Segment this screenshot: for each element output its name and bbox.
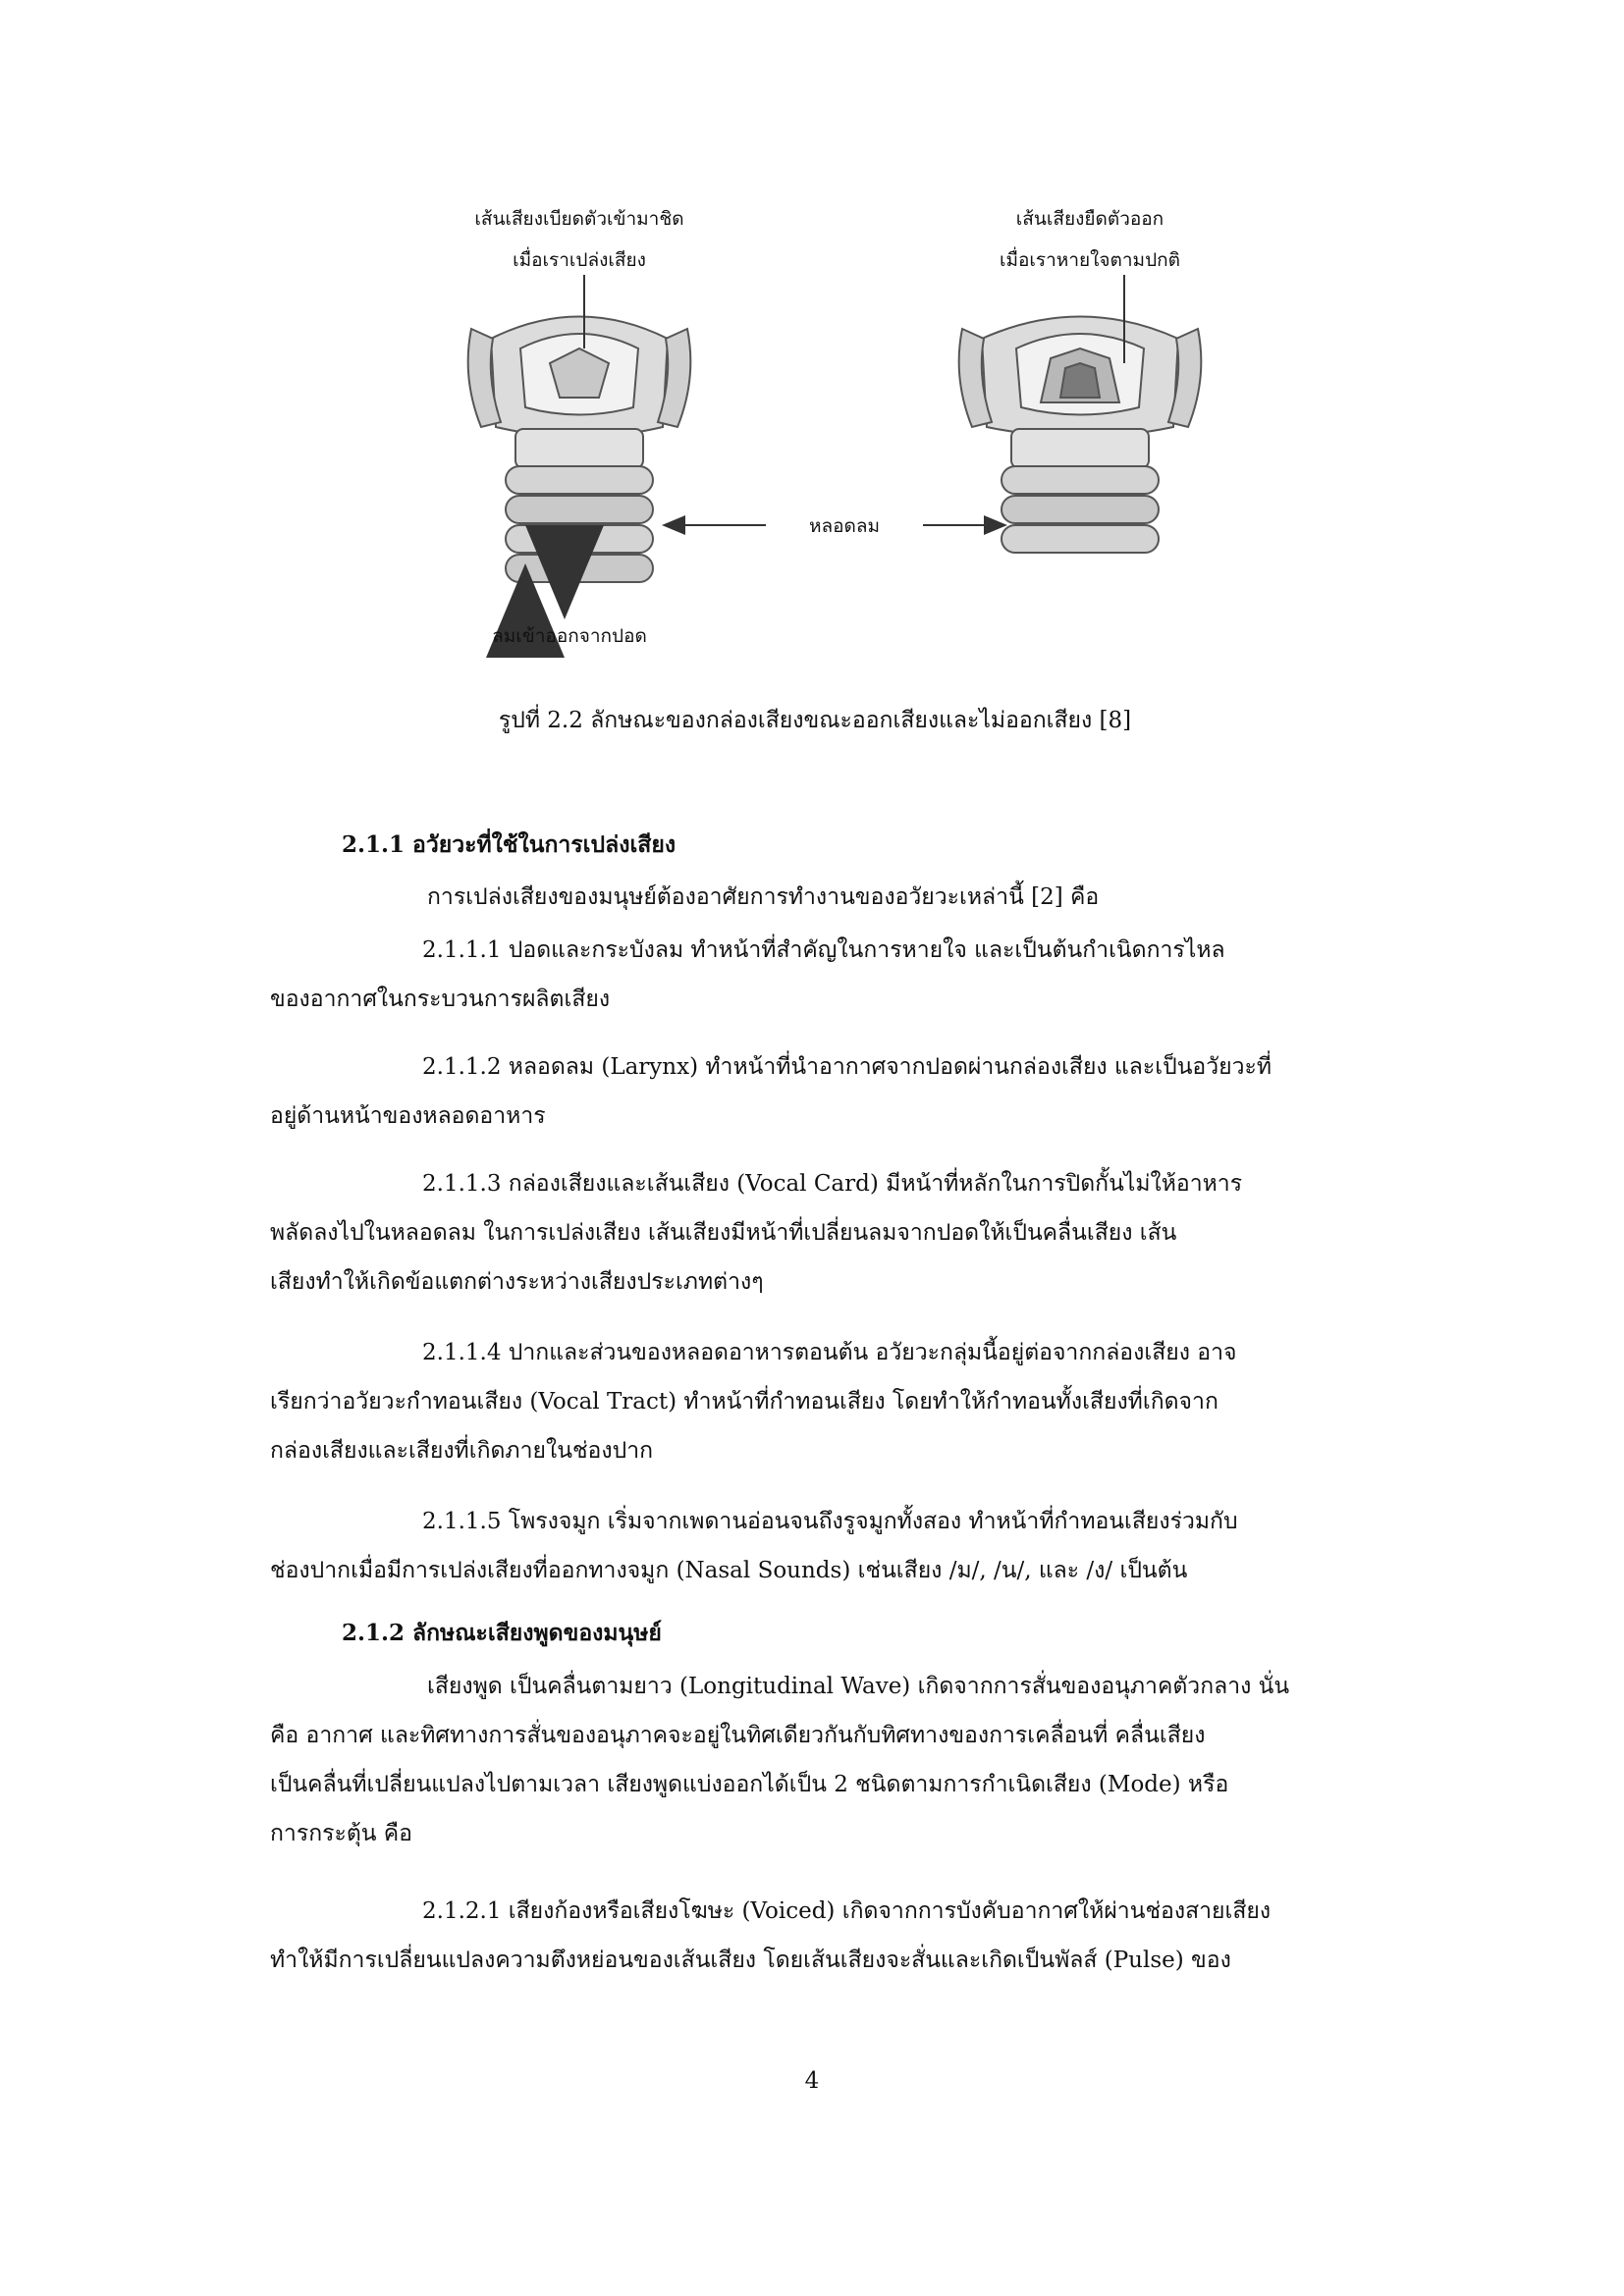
para-line-3: เป็นคลื่นที่เปลี่ยนแปลงไปตามเวลา เสียงพูดแบ่งออกได้เป็น 2 ชนิดตามการกำเนิดเสียง (Mode) หรือ xyxy=(270,1772,1229,1797)
section-2-1-1-intro xyxy=(270,878,1419,917)
figure-label-trachea: หลอดลม xyxy=(808,515,881,537)
item-line-1: 2.1.1.3 กล่องเสียงและเส้นเสียง (Vocal Card) มีหน้าที่หลักในการปิดกั้นไม่ให้อาหาร xyxy=(422,1171,1243,1197)
para-line-2: คือ อากาศ และทิศทางการสั่นของอนุภาคจะอยู่ในทิศเดียวกันกับทิศทางของการเคลื่อนที่ คลื่นเสียง xyxy=(270,1723,1206,1748)
item-2-1-1-1 xyxy=(270,931,1419,1019)
item-line-2: ช่องปากเมื่อมีการเปล่งเสียงที่ออกทางจมูก (Nasal Sounds) เช่นเสียง /ม/, /น/, และ /ง/ เป็นต้น xyxy=(270,1558,1188,1583)
item-2-1-1-5 xyxy=(270,1502,1419,1590)
item-line-2: ทำให้มีการเปลี่ยนแปลงความตึงหย่อนของเส้นเสียง โดยเส้นเสียงจะสั่นและเกิดเป็นพัลส์ (Pulse) ของ xyxy=(270,1948,1231,1973)
page-number: 4 xyxy=(804,2068,820,2094)
item-line-1: 2.1.2.1 เสียงก้องหรือเสียงโฆษะ (Voiced) เกิดจากการบังคับอากาศให้ผ่านช่องสายเสียง xyxy=(422,1898,1272,1924)
figure-label-left-line1: เส้นเสียงเบียดตัวเข้ามาชิด xyxy=(474,208,684,230)
figure-label-right-line2: เมื่อเราหายใจตามปกติ xyxy=(1000,249,1180,271)
figure-caption: รูปที่ 2.2 ลักษณะของกล่องเสียงขณะออกเสียงและไม่ออกเสียง [8] xyxy=(498,708,1132,733)
item-line-2: เรียกว่าอวัยวะกำทอนเสียง (Vocal Tract) ทำหน้าที่กำทอนเสียง โดยทำให้กำทอนทั้งเสียงที่เกิดจาก xyxy=(270,1389,1218,1415)
item-line-2: พลัดลงไปในหลอดลม ในการเปล่งเสียง เส้นเสียงมีหน้าที่เปลี่ยนลมจากปอดให้เป็นคลื่นเสียง เส้น xyxy=(270,1220,1177,1246)
item-line-1: 2.1.1.4 ปากและส่วนของหลอดอาหารตอนต้น อวัยวะกลุ่มนี้อยู่ต่อจากกล่องเสียง อาจ xyxy=(422,1340,1237,1365)
intro-line: การเปล่งเสียงของมนุษย์ต้องอาศัยการทำงานของอวัยวะเหล่านี้ [2] คือ xyxy=(427,884,1100,910)
item-line-1: 2.1.1.1 ปอดและกระบังลม ทำหน้าที่สำคัญในการหายใจ และเป็นต้นกำเนิดการไหล xyxy=(422,937,1225,963)
larynx-left-drawing xyxy=(468,317,691,583)
item-line-2: อยู่ด้านหน้าของหลอดอาหาร xyxy=(270,1103,546,1129)
para-line-1: เสียงพูด เป็นคลื่นตามยาว (Longitudinal Wave) เกิดจากการสั่นของอนุภาคตัวกลาง นั่น xyxy=(427,1674,1290,1699)
section-heading-2-1-1: 2.1.1 อวัยวะที่ใช้ในการเปล่งเสียง xyxy=(342,831,677,858)
item-line-3: เสียงทำให้เกิดข้อแตกต่างระหว่างเสียงประเภทต่างๆ xyxy=(270,1269,764,1295)
item-2-1-2-1 xyxy=(270,1892,1419,1980)
larynx-right-drawing xyxy=(959,317,1202,554)
item-line-3: กล่องเสียงและเสียงที่เกิดภายในช่องปาก xyxy=(270,1438,654,1464)
figure-label-right-line1: เส้นเสียงยืดตัวออก xyxy=(1015,208,1164,230)
larynx-figure xyxy=(432,201,1247,672)
section-heading-2-1-2: 2.1.2 ลักษณะเสียงพูดของมนุษย์ xyxy=(342,1620,662,1646)
item-2-1-1-3 xyxy=(270,1164,1419,1302)
figure-label-left-line2: เมื่อเราเปล่งเสียง xyxy=(513,249,646,271)
item-line-1: 2.1.1.5 โพรงจมูก เริ่มจากเพดานอ่อนจนถึงรูจมูกทั้งสอง ทำหน้าที่กำทอนเสียงร่วมกับ xyxy=(422,1509,1238,1534)
item-2-1-1-4 xyxy=(270,1333,1419,1470)
figure-label-lungs: ลมเข้าออกจากปอด xyxy=(492,625,647,647)
item-line-2: ของอากาศในกระบวนการผลิตเสียง xyxy=(270,987,611,1012)
section-2-1-2-paragraph xyxy=(270,1667,1419,1853)
para-line-4: การกระตุ้น คือ xyxy=(270,1821,412,1846)
item-2-1-1-2 xyxy=(270,1047,1419,1136)
item-line-1: 2.1.1.2 หลอดลม (Larynx) ทำหน้าที่นำอากาศจากปอดผ่านกล่องเสียง และเป็นอวัยวะที่ xyxy=(422,1054,1272,1080)
